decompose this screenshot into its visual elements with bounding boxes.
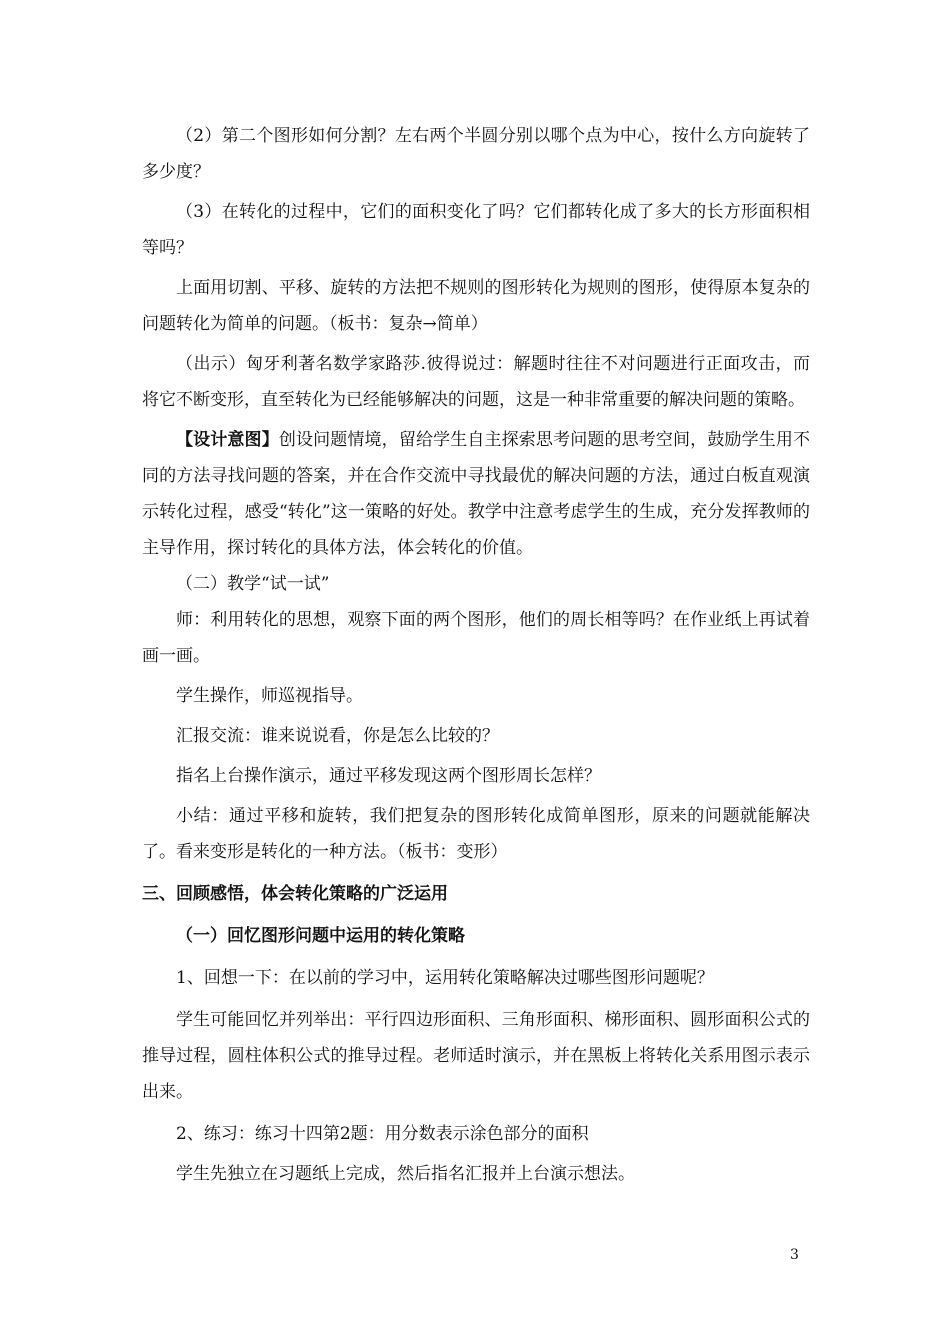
paragraph-try-it-heading: （二）教学“试一试” [176,574,330,594]
document-body [142,118,810,1192]
paragraph-exercise: 2、练习：练习十四第2题：用分数表示涂色部分的面积 [176,1124,589,1144]
paragraph-summary-cut-translate-rotate: 上面用切割、平移、旋转的方法把不规则的图形转化为规则的图形，使得原本复杂的问题转化为简单的问题。（板书：复杂→简单） [142,278,810,334]
paragraph-student-complete: 学生先独立在习题纸上完成，然后指名汇报并上台演示想法。 [176,1164,635,1184]
subsection-heading-1: （一）回忆图形问题中运用的转化策略 [176,926,465,946]
paragraph-design-intent [142,422,810,566]
paragraph-student-operation: 学生操作，师巡视指导。 [176,686,363,706]
page-number: 3 [790,1247,799,1263]
paragraph-question-2: （2）第二个图形如何分割？左右两个半圆分别以哪个点为中心，按什么方向旋转了多少度？ [142,126,810,182]
design-intent-label: 【设计意图】 [176,430,279,450]
paragraph-student-recall: 学生可能回忆并列举出：平行四边形面积、三角形面积、梯形面积、圆形面积公式的推导过程，圆柱体积公式的推导过程。老师适时演示，并在黑板上将转化关系用图示表示出来。 [142,1010,810,1102]
paragraph-quote-rozsa-peter: （出示）匈牙利著名数学家路莎.彼得说过：解题时往往不对问题进行正面攻击，而将它不断变形，直至转化为已经能够解决的问题，这是一种非常重要的解决问题的策略。 [142,354,810,410]
paragraph-question-3: （3）在转化的过程中，它们的面积变化了吗？它们都转化成了多大的长方形面积相等吗？ [142,202,810,258]
paragraph-summary-deformation: 小结：通过平移和旋转，我们把复杂的图形转化成简单图形，原来的问题就能解决了。看来变形是转化的一种方法。（板书：变形） [142,806,810,862]
paragraph-demo-translate: 指名上台操作演示，通过平移发现这两个图形周长怎样？ [176,766,601,786]
paragraph-teacher-perimeter: 师：利用转化的思想，观察下面的两个图形，他们的周长相等吗？在作业纸上再试着画一画。 [142,610,810,666]
paragraph-recall-question: 1、回想一下：在以前的学习中，运用转化策略解决过哪些图形问题呢？ [176,968,714,988]
design-intent-text: 创设问题情境，留给学生自主探索思考问题的思考空间，鼓励学生用不同的方法寻找问题的答案，并在合作交流中寻找最优的解决问题的方法，通过白板直观演示转化过程，感受“转化”这一策略的好处。教学中注意考虑学生的生成，充分发挥教师的主导作用，探讨转化的具体方法，体会转化的价值。 [142,430,811,558]
section-heading-3: 三、回顾感悟，体会转化策略的广泛运用 [142,884,448,904]
paragraph-report-exchange: 汇报交流：谁来说说看，你是怎么比较的？ [176,726,499,746]
